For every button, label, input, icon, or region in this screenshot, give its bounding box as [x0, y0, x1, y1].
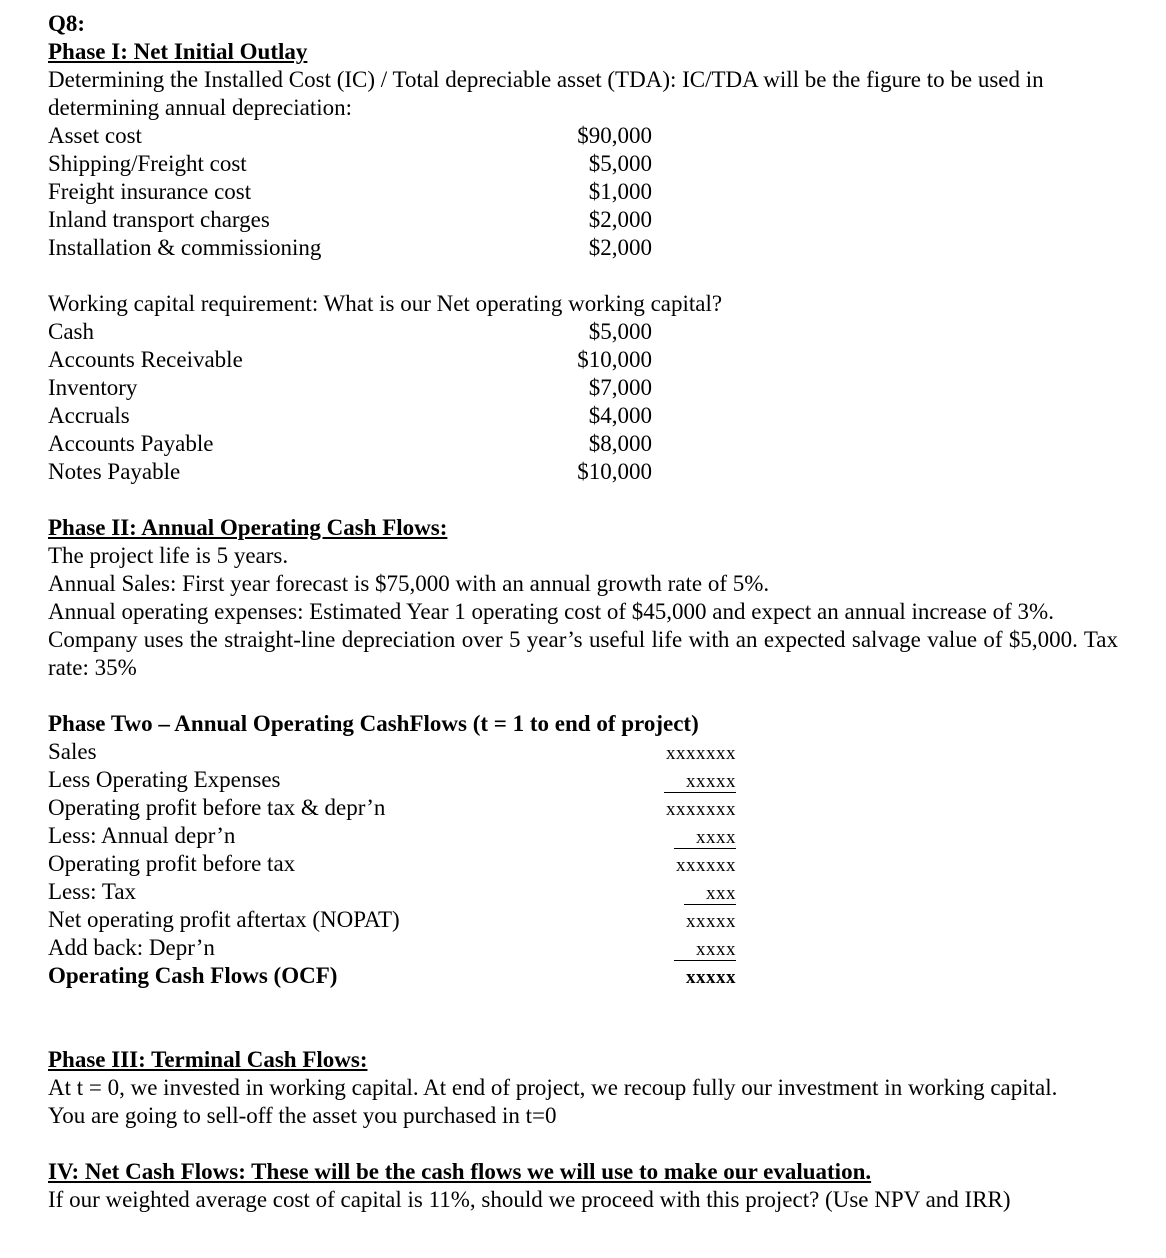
wc-label: Inventory	[48, 375, 138, 400]
cost-label: Inland transport charges	[48, 207, 270, 232]
ocf-table	[48, 738, 1118, 990]
cost-row	[48, 206, 1118, 234]
ocf-value: xxxxxxx	[666, 743, 736, 764]
phase2-title: Phase II: Annual Operating Cash Flows:	[48, 515, 448, 540]
ocf-label: Less: Tax	[48, 879, 137, 904]
cost-value: $90,000	[577, 123, 652, 148]
wc-value: $8,000	[588, 431, 652, 456]
ocf-row	[48, 822, 1118, 850]
annual-sales: Annual Sales: First year forecast is $75,000 with an annual growth rate of 5%.	[48, 571, 770, 596]
cost-value: $5,000	[588, 151, 652, 176]
wc-value: $10,000	[577, 459, 652, 484]
cost-label: Shipping/Freight cost	[48, 151, 247, 176]
ocf-value: xxxx	[674, 940, 736, 961]
cost-value: $2,000	[588, 207, 652, 232]
wc-value: $7,000	[588, 375, 652, 400]
wc-value: $5,000	[588, 319, 652, 344]
wc-label: Accounts Payable	[48, 431, 214, 456]
cost-value: $2,000	[588, 235, 652, 260]
ocf-label: Less: Annual depr’n	[48, 823, 236, 848]
annual-expenses: Annual operating expenses: Estimated Year 1 operating cost of $45,000 and expect an annual increase of 3%.	[48, 599, 1054, 624]
ocf-row	[48, 850, 1118, 878]
phase4-line1: If our weighted average cost of capital is 11%, should we proceed with this project? (Use NPV and IRR)	[48, 1187, 1011, 1212]
ocf-value: xxxx	[674, 828, 736, 849]
ocf-label: Add back: Depr’n	[48, 935, 215, 960]
working-capital-list	[48, 318, 1118, 486]
ocf-label: Less Operating Expenses	[48, 767, 281, 792]
wc-row	[48, 374, 1118, 402]
ocf-value: xxxxxx	[676, 855, 736, 876]
phase4-title: IV: Net Cash Flows: These will be the cash flows we will use to make our evaluation.	[48, 1159, 872, 1184]
installed-cost-list	[48, 122, 1118, 262]
depreciation-text: Company uses the straight-line depreciation over 5 year’s useful life with an expected salvage value of $5,000. Tax rate: 35%	[48, 627, 1118, 680]
phase3-line1: At t = 0, we invested in working capital. At end of project, we recoup fully our investment in working capital.	[48, 1075, 1058, 1100]
question-number: Q8:	[48, 11, 86, 36]
wc-label: Notes Payable	[48, 459, 181, 484]
ocf-value: xxxxx	[686, 967, 736, 988]
ocf-table-title: Phase Two – Annual Operating CashFlows (t = 1 to end of project)	[48, 711, 699, 736]
phase1-intro: Determining the Installed Cost (IC) / Total depreciable asset (TDA): IC/TDA will be the figure to be used in determining annual depreciation:	[48, 67, 1044, 120]
ocf-value: xxxxx	[664, 772, 736, 793]
wc-label: Accruals	[48, 403, 130, 428]
cost-label: Freight insurance cost	[48, 179, 252, 204]
ocf-value: xxxxxxx	[666, 799, 736, 820]
ocf-label: Operating Cash Flows (OCF)	[48, 963, 338, 988]
wc-value: $10,000	[577, 347, 652, 372]
cost-label: Installation & commissioning	[48, 235, 322, 260]
cost-row	[48, 234, 1118, 262]
wc-row	[48, 318, 1118, 346]
working-capital-intro: Working capital requirement: What is our Net operating working capital?	[48, 291, 723, 316]
phase1-title: Phase I: Net Initial Outlay	[48, 39, 308, 64]
wc-row	[48, 430, 1118, 458]
ocf-label: Operating profit before tax & depr’n	[48, 795, 386, 820]
ocf-row	[48, 934, 1118, 962]
cost-row	[48, 178, 1118, 206]
cost-row	[48, 122, 1118, 150]
wc-label: Accounts Receivable	[48, 347, 243, 372]
phase3-line2: You are going to sell-off the asset you purchased in t=0	[48, 1103, 557, 1128]
ocf-row-total	[48, 962, 1118, 990]
ocf-label: Net operating profit aftertax (NOPAT)	[48, 907, 400, 932]
ocf-row	[48, 766, 1118, 794]
wc-row	[48, 346, 1118, 374]
project-life: The project life is 5 years.	[48, 543, 289, 568]
ocf-row	[48, 878, 1118, 906]
ocf-row	[48, 794, 1118, 822]
ocf-row	[48, 738, 1118, 766]
cost-label: Asset cost	[48, 123, 142, 148]
ocf-label: Sales	[48, 739, 97, 764]
cost-row	[48, 150, 1118, 178]
wc-row	[48, 402, 1118, 430]
ocf-value: xxx	[684, 884, 736, 905]
phase3-title: Phase III: Terminal Cash Flows:	[48, 1047, 368, 1072]
wc-value: $4,000	[588, 403, 652, 428]
wc-label: Cash	[48, 319, 94, 344]
ocf-label: Operating profit before tax	[48, 851, 296, 876]
ocf-value: xxxxx	[686, 911, 736, 932]
wc-row	[48, 458, 1118, 486]
ocf-row	[48, 906, 1118, 934]
cost-value: $1,000	[588, 179, 652, 204]
